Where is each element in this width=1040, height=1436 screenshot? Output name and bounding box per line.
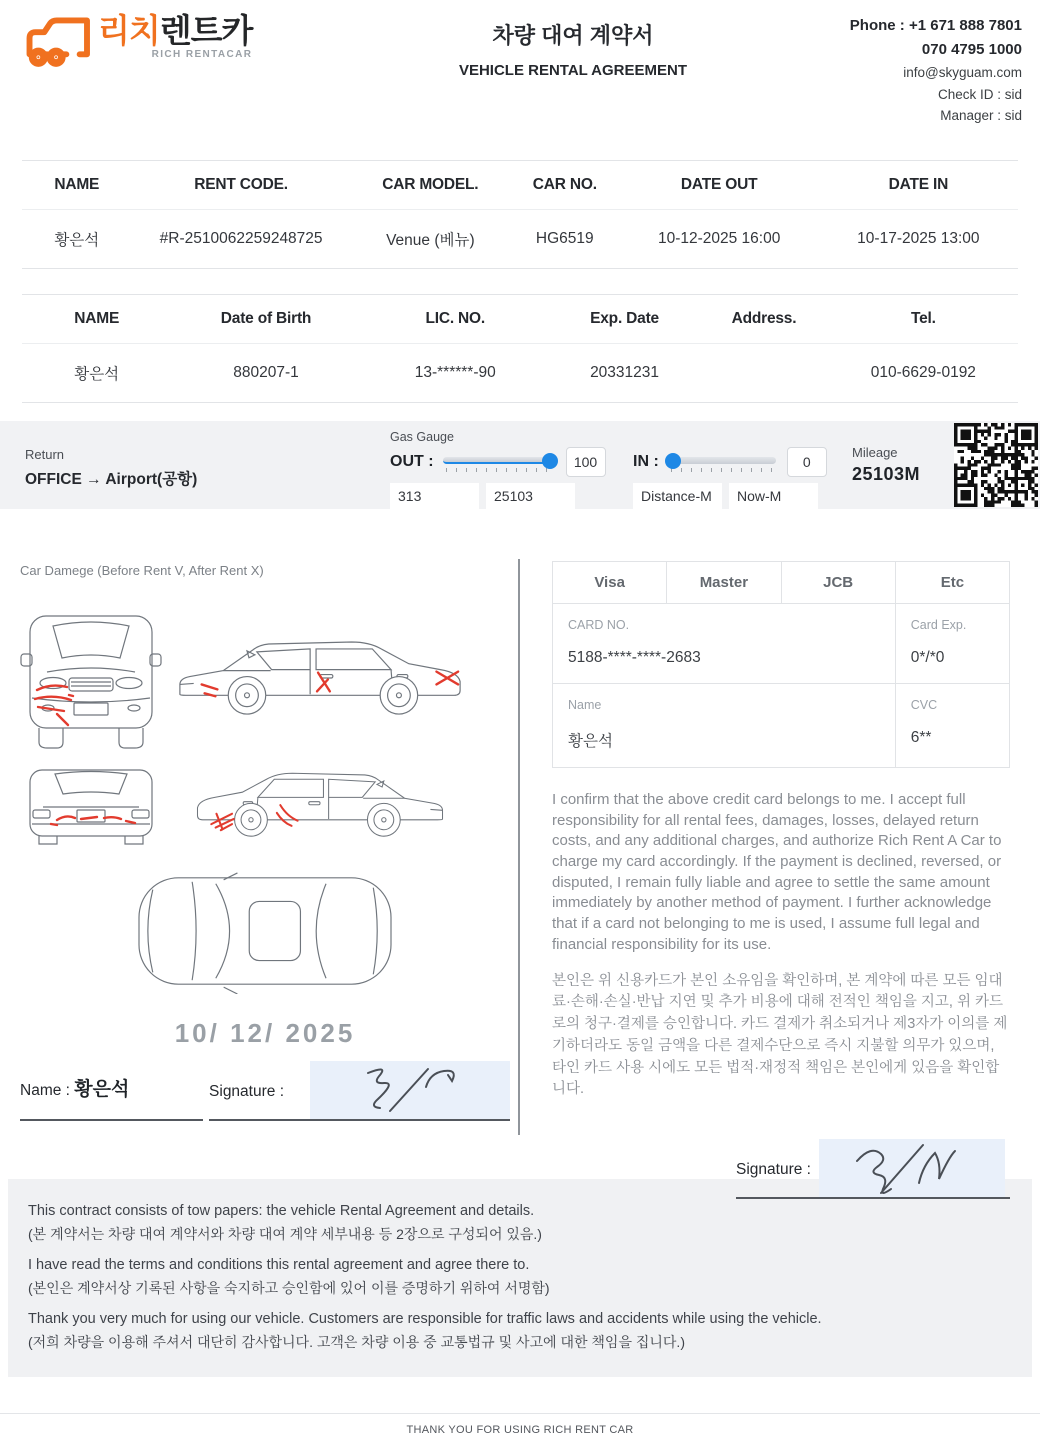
card-holder-cell — [553, 684, 896, 768]
card-confirmation-english: I confirm that the above credit card belongs to me. I accept full responsibility for all rental fees, damages, losses, delayed return costs, and any additional charges, and authorize Rich Rent A Car to charge my card accordingly. If the payment is declined, reversed, or disputed, I remain fully liable and agree to settle the same amount immediately by another method of payment. I further acknowledge that if a card not belonging to me is used, I assume full legal and financial responsibility for its use. — [552, 791, 1002, 953]
card-exp-cell — [895, 604, 1009, 684]
signature-label-left: Signature : — [209, 1083, 284, 1100]
terms-line-1-ko: (본 계약서는 차량 대여 계약서와 차량 대여 계약 세부내용 등 2장으로 구성되어 있음.) — [28, 1226, 542, 1242]
renter-name: 황은석 — [22, 210, 132, 269]
date-out: 10-12-2025 16:00 — [620, 210, 819, 269]
gas-in-slider-handle[interactable] — [665, 453, 681, 469]
odometer-in-input[interactable]: Now-M — [729, 483, 818, 509]
rental-table-row — [22, 210, 1018, 269]
status-bar — [0, 421, 1040, 509]
car-model: Venue (베뉴) — [351, 210, 510, 269]
page-title-korean: 차량 대여 계약서 — [492, 23, 654, 48]
card-exp-value[interactable]: 0*/*0 — [910, 649, 945, 666]
card-cvc-cell — [895, 684, 1009, 768]
col-car-no: CAR NO. — [510, 161, 620, 210]
terms-footer — [8, 1179, 1032, 1377]
footer-divider — [0, 1413, 1040, 1414]
logo-text — [98, 10, 252, 51]
payment-section — [520, 559, 1040, 1178]
inspection-date: 10/ 12/ 2025 — [174, 1018, 356, 1048]
col-driver-name: NAME — [22, 295, 171, 344]
car-side-left-diagram[interactable] — [172, 629, 468, 730]
gas-in-slider-ticks — [671, 468, 773, 472]
mileage-label: Mileage — [852, 445, 898, 460]
rental-table-header-row — [22, 161, 1018, 210]
signature-label-right: Signature : — [736, 1161, 811, 1178]
name-value: 황은석 — [74, 1079, 130, 1100]
logo-text-orange: 리치 — [98, 12, 160, 49]
car-side-right-diagram[interactable] — [172, 762, 468, 850]
card-confirmation-korean: 본인은 위 신용카드가 본인 소유임을 확인하며, 본 계약에 따른 모든 임대료·손해·손실·반납 지연 및 추가 비용에 대해 전적인 책임을 지고, 위 카드로의 청구·결제를 승인합니다. 카드 결제가 취소되거나 제3자가 이의를 제기하더라도 동일 금액을 다른 결제수단으로 즉시 지불할 의무가 있으며, 타인 카드 사용 시에도 모든 법적·재정적 책임은 본인에게 있음을 확인합니다. — [552, 972, 1008, 1098]
col-exp-date: Exp. Date — [550, 295, 699, 344]
card-holder-value[interactable]: 황은석 — [568, 733, 613, 750]
card-type-etc[interactable]: Etc — [895, 562, 1009, 604]
cardholder-signature-field — [736, 1139, 1010, 1199]
footer-thanks: THANK YOU FOR USING RICH RENT CAR — [406, 1424, 634, 1436]
col-date-in: DATE IN — [819, 161, 1018, 210]
gas-in-slider[interactable] — [668, 452, 776, 472]
car-damage-title: Car Damege (Before Rent V, After Rent X) — [20, 563, 264, 578]
logo-text-dark: 렌트카 — [159, 12, 253, 49]
terms-line-2-en: I have read the terms and conditions this rental agreement and agree there to. — [28, 1257, 530, 1273]
col-date-out: DATE OUT — [620, 161, 819, 210]
company-logo — [22, 10, 352, 122]
renter-signature-field — [209, 1061, 510, 1121]
renter-name-field — [20, 1074, 203, 1121]
email: info@skyguam.com — [903, 65, 1022, 80]
driver-info-table — [22, 294, 1018, 403]
page-title-english: VEHICLE RENTAL AGREEMENT — [458, 62, 688, 79]
card-type-visa[interactable]: Visa — [553, 562, 667, 604]
col-car-model: CAR MODEL. — [351, 161, 510, 210]
car-rear-diagram[interactable] — [20, 760, 162, 852]
logo-subtitle: RICH RENTACAR — [151, 49, 253, 61]
distance-in-input[interactable]: Distance-M — [633, 483, 722, 509]
card-number-cell — [553, 604, 896, 684]
contact-info — [794, 10, 1022, 122]
phone-line-2: 070 4795 1000 — [921, 41, 1022, 58]
card-type-jcb[interactable]: JCB — [781, 562, 895, 604]
col-name: NAME — [22, 161, 132, 210]
renter-signature[interactable] — [310, 1061, 510, 1119]
car-top-diagram[interactable] — [131, 868, 399, 994]
return-route: OFFICE → Airport(공항) — [25, 471, 198, 488]
car-damage-section — [0, 559, 518, 1135]
rent-code: #R-2510062259248725 — [132, 210, 351, 269]
driver-table-header-row — [22, 295, 1018, 344]
truck-logo-icon — [22, 16, 96, 72]
return-label: Return — [25, 447, 65, 462]
terms-line-3-ko: (저희 차량을 이용해 주셔서 대단히 감사합니다. 고객은 차량 이용 중 교통법규 및 사고에 대한 책임을 집니다.) — [28, 1334, 685, 1350]
phone-line-1: Phone : +1 671 888 7801 — [849, 17, 1022, 34]
gas-out-slider-ticks — [446, 468, 552, 472]
card-cvc-value[interactable]: 6** — [910, 729, 932, 746]
gas-out-slider-handle[interactable] — [542, 453, 558, 469]
gas-gauge-label: Gas Gauge — [390, 430, 454, 444]
gas-out-slider-track[interactable] — [443, 457, 555, 464]
driver-name: 황은석 — [22, 344, 171, 403]
car-front-diagram[interactable] — [20, 600, 162, 758]
col-tel: Tel. — [829, 295, 1018, 344]
driver-birth: 880207-1 — [171, 344, 360, 403]
col-rent-code: RENT CODE. — [132, 161, 351, 210]
col-address: Address. — [699, 295, 828, 344]
driver-exp-date: 20331231 — [550, 344, 699, 403]
mileage-value: 25103M — [852, 464, 921, 484]
terms-line-2-ko: (본인은 계약서상 기록된 사항을 숙지하고 승인함에 있어 이를 증명하기 위하여 서명함) — [28, 1280, 550, 1296]
gas-in-label: IN : — [633, 453, 659, 470]
rental-info-table — [22, 160, 1018, 269]
car-no: HG6519 — [510, 210, 620, 269]
name-label: Name : — [20, 1082, 75, 1099]
terms-line-3-en: Thank you very much for using our vehicle. Customers are responsible for traffic laws and accidents while using the vehicle. — [28, 1311, 822, 1327]
credit-card-table — [552, 561, 1010, 768]
odometer-out-input[interactable]: 25103 — [486, 483, 575, 509]
qr-code — [954, 423, 1038, 507]
terms-line-1-en: This contract consists of tow papers: the vehicle Rental Agreement and details. — [28, 1203, 535, 1219]
driver-address — [699, 344, 828, 403]
col-license: LIC. NO. — [361, 295, 550, 344]
page-header — [0, 0, 1040, 122]
card-exp-label: Card Exp. — [910, 618, 967, 632]
gas-in-value[interactable]: 0 — [787, 447, 827, 477]
card-holder-label: Name — [568, 698, 602, 712]
gas-out-value[interactable]: 100 — [566, 447, 606, 477]
card-number-value[interactable]: 5188-****-****-2683 — [568, 649, 701, 666]
card-cvc-label: CVC — [910, 698, 938, 712]
damage-marks-front — [35, 686, 73, 725]
driver-table-row — [22, 344, 1018, 403]
cardholder-signature[interactable] — [819, 1139, 1005, 1197]
card-number-label: CARD NO. — [568, 618, 630, 632]
distance-out-input[interactable]: 313 — [390, 483, 479, 509]
gas-out-slider[interactable] — [443, 452, 555, 472]
card-type-master[interactable]: Master — [667, 562, 781, 604]
driver-license: 13-******-90 — [361, 344, 550, 403]
driver-tel: 010-6629-0192 — [829, 344, 1018, 403]
gas-out-label: OUT : — [390, 453, 434, 470]
date-in: 10-17-2025 13:00 — [819, 210, 1018, 269]
manager: Manager : sid — [940, 108, 1022, 124]
gas-in-slider-track[interactable] — [668, 457, 776, 464]
col-birth: Date of Birth — [171, 295, 360, 344]
check-id: Check ID : sid — [937, 86, 1022, 102]
